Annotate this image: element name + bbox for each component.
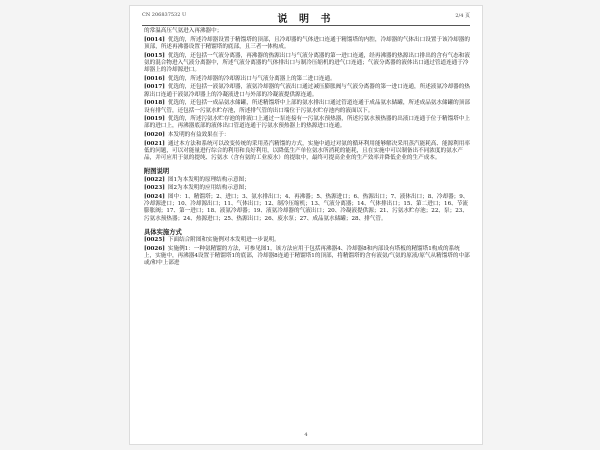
paragraph [144,100,470,114]
paragraph-group-figures [144,177,470,223]
paragraph-number: [0025] [144,237,165,244]
paragraph-number: [0024] [144,194,165,201]
paragraph-text: 优选的，还包括一成品氨水储罐，所述精馏塔中上部的氨水排出口通过管道连通于成品氨水储罐，所述成品氨水储罐的顶部设有排气管，还包括一污氨水贮存池，所述排气管的出口端位于污氨水贮存池内的液面以下。 [144,100,470,114]
heading-embodiment: 具体实施方式 [144,228,182,236]
paragraph [144,246,470,268]
header-rule [142,25,470,26]
paragraph-number: [0017] [144,84,165,91]
document-page [130,6,482,444]
paragraph-number: [0022] [144,176,165,183]
paragraph-number: [0021] [144,140,165,147]
paragraph-number: [0016] [144,75,165,82]
paragraph-text: 下面结合附图和实施例对本发明进一步说明。 [167,237,280,244]
paragraph [144,185,470,192]
page-header [142,10,470,24]
paragraph [144,141,470,163]
paragraph-text: 图1为本发明的原理结构示意图； [167,176,250,183]
document-title: 说 明 书 [277,14,335,25]
paragraph [144,237,470,244]
paragraph-number: [0014] [144,36,165,43]
paragraph-text: 优选的，所述污氨水贮存池的排液口上通过一泵连接有一污氨水预热器，所述污氨水预热器的出液口连通于位于精馏塔中上部的进口上，再沸器底部的液体出口管道连通于污氨水预热器上的热源进口连通。 [144,116,470,130]
paragraph-text: 图2为本发明的应用结构示意图； [167,185,250,192]
document-id: CN 206837532 U [142,12,187,18]
document-body [144,28,470,269]
paragraph-number: [0018] [144,100,165,107]
paragraph-text: 优选的，所述冷却器的冷却源出口与气液分离器上的第二进口连通。 [167,75,336,82]
heading-figures: 附图说明 [144,168,170,176]
page-number: 4 [304,432,308,438]
paragraph-text: 优选的，所述冷却器设置于精馏塔的顶部，且冷却器的气体进口连通于精馏塔的内腔，冷却器的气体出口设置于该冷却器的顶部，所述再沸器设置于精馏塔的底部，且三者一体构成。 [144,36,470,50]
paragraph [144,177,470,184]
page-count: 2/4 页 [455,13,470,19]
paragraph-group-summary [144,37,470,163]
paragraph-number: [0020] [144,132,165,139]
paragraph-text: 优选的，还包括一气液分离器，再沸器的热源出口与气液分离器的第一进口连通，经再沸器的热源出口排出的含有气态和液氨的混合物进入气液分离器中，所述气液分离器的气体排出口与制冷压缩机的进气口连通；气液分离器的液体出口通过管道连通于冷却器上的冷却源进口。 [144,52,470,74]
paragraph-text: 本发明的有益效果在于： [167,132,230,139]
paragraph-group-embodiment [144,237,470,267]
paragraph [144,37,470,51]
paragraph [144,116,470,130]
paragraph-number: [0023] [144,185,165,192]
paragraph-number: [0015] [144,52,165,59]
paragraph-text: 图中：1、精馏塔；2、进口；3、氨水排出口；4、再沸器；5、热源进口；6、热源出口；7、液体出口；8、冷却器；9、冷却源进口；10、冷却源出口；11、气体出口；12、制冷压缩机；13、气液分离器；14、气体排出口；15、第二进口；16、节流膨胀阀；17、第一进口；18、液氨冷却器；19、液氨冷却器的气液出口；20、冷凝液提供源；21、污氨水贮存池；22、泵；23、污氨水预热器；24、热源进口；25、热源出口；26、废水泵；27、成品氨水储罐；28、排气管。 [144,194,469,222]
paragraph-number: [0026] [144,245,165,252]
paragraph [144,84,470,98]
paragraph-number: [0019] [144,116,165,123]
paragraph [144,132,470,139]
paragraph-text: 优选的，还包括一液氨冷却器，液氨冷却器的气液出口通过减压膨胀阀与气液分离器的第一进口连通，所述液氨冷却器的热源出口连通于液氨冷却器上的冷凝液进口与外部的冷凝液提供源连通。 [144,84,470,98]
paragraph-text: 通过本方法和系统可以改变传统的采用蒸汽精馏的方式，实施中通过对氨的循环利用能够解决采用蒸汽能耗高、能源利用率低的问题，可以对能量进行综合的利用和良好利用，以降低生产单位氨水所消耗的能耗，且在实施中可以制备出不同浓度的氨水产品，并可应用于氨的提纯、污氨水（含有氨的工业废水）的提取中，最终可提高企业的生产效率并降低企业的生产成本。 [144,140,470,162]
paragraph-text: 实施例1：一种氨精馏的方法，可参见图1，该方法应用于包括再沸器4、冷却器8和内部设有塔板的精馏塔1构成的系统上，实施中，再沸器4设置于精馏塔1的底部，冷却器8连通于精馏塔1的顶部，将精馏塔的含有液氨/气氨的原液/原气从精馏塔的中部或/和中上部进 [144,245,470,267]
paragraph [144,53,470,75]
paragraph [144,194,470,223]
intro-line: 的常温高压气氨进入再沸器中； [144,28,223,34]
paragraph [144,76,470,83]
